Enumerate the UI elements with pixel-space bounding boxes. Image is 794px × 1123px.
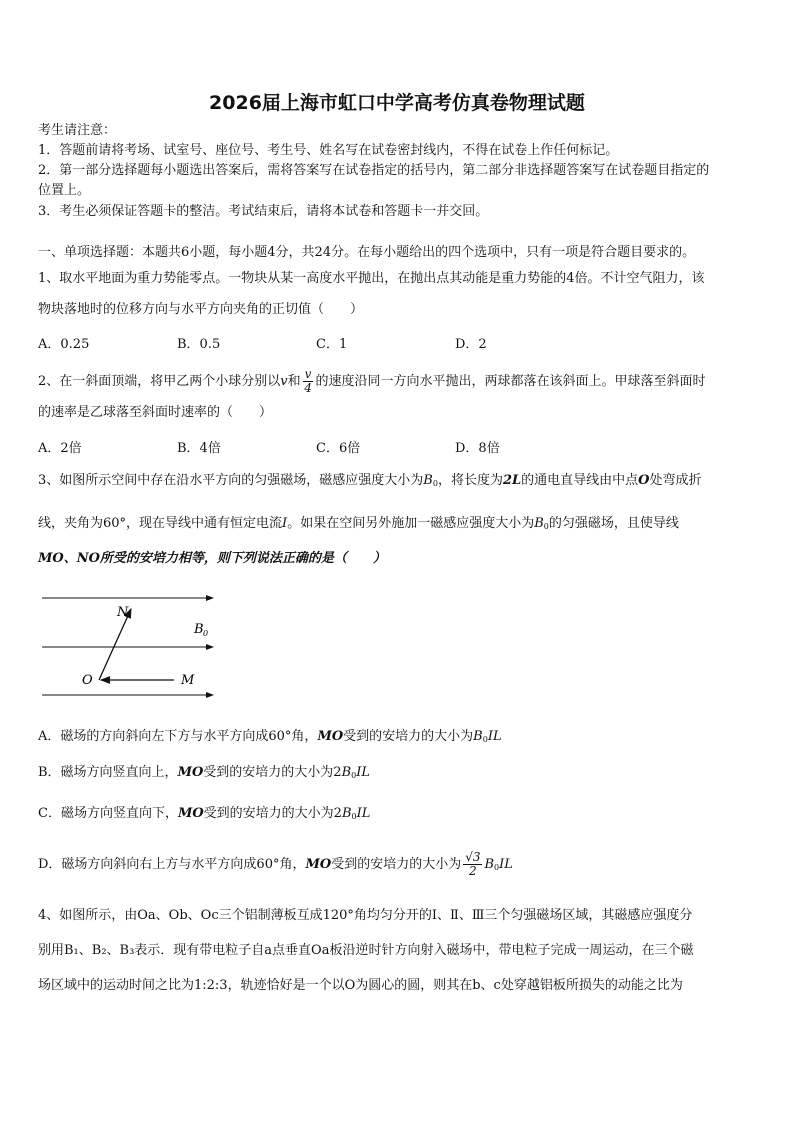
option: A．2倍 — [38, 441, 82, 456]
section-heading: 一、单项选择题：本题共6小题，每小题4分，共24分。在每小题给出的四个选项中，只有一项是符合题目要求的。 — [38, 245, 696, 260]
option: B．0.5 — [177, 337, 221, 352]
q3-line: MO、NO所受的安培力相等，则下列说法正确的是（ ） — [38, 551, 386, 566]
option: D．8倍 — [455, 441, 500, 456]
fraction: $\frac{√3}{2}$ — [465, 850, 481, 878]
q3-option-c: C．磁场方向竖直向下，MO受到的安培力的大小为$2B_0IL$ — [38, 806, 371, 821]
q1-line: 1、取水平地面为重力势能零点。一物块从某一高度水平抛出，在抛出点其动能是重力势能的4倍。不计空气阻力，该 — [38, 271, 705, 286]
q2-options — [38, 437, 594, 456]
q3-option-b: B．磁场方向竖直向上，MO受到的安培力的大小为$2B_0IL$ — [38, 765, 370, 780]
q1-line: 物块落地时的位移方向与水平方向夹角的正切值（ ） — [38, 302, 364, 317]
notice-item: 1．答题前请将考场、试室号、座位号、考生号、姓名写在试卷密封线内，不得在试卷上作任何标记。 — [38, 143, 619, 158]
q1-options — [38, 333, 594, 352]
notice-item: 3．考生必须保证答题卡的整洁。考试结束后，请将本试卷和答题卡一并交回。 — [38, 204, 489, 219]
q3-option-a: A．磁场的方向斜向左下方与水平方向成60°角，MO受到的安培力的大小为$B_0IL$ — [38, 729, 502, 744]
q2-line: 的速率是乙球落至斜面时速率的（ ） — [38, 405, 273, 420]
option: D．2 — [455, 337, 487, 352]
option: A．0.25 — [38, 337, 90, 352]
label-O: O — [82, 673, 93, 688]
notice-heading: 考生请注意： — [38, 123, 117, 138]
label-B0: B — [194, 622, 204, 637]
q4-line: 4、如图所示，由Oa、Ob、Oc三个铝制薄板互成120°角均匀分开的Ⅰ、Ⅱ、Ⅲ三个匀强磁场区域，其磁感应强度分 — [38, 908, 693, 923]
notice-item: 2．第一部分选择题每小题选出答案后，需将答案写在试卷指定的括号内，第二部分非选择题答案写在试卷题目指定的 — [38, 163, 710, 178]
label-B0-sub: 0 — [203, 629, 209, 638]
option: C．1 — [316, 337, 348, 352]
q3-line: 线，夹角为60°，现在导线中通有恒定电流I。如果在空间另外施加一磁感应强度大小为$B_0$的匀强磁场，且使导线 — [38, 516, 679, 531]
notice-item: 位置上。 — [38, 183, 91, 198]
magnetic-field-figure — [38, 588, 218, 700]
q4-line: 别用B₁、B₂、B₃表示．现有带电粒子自a点垂直Oa板沿逆时针方向射入磁场中，带电粒子完成一周运动，在三个磁 — [38, 943, 694, 958]
fraction: $\frac{v}{4}$ — [304, 367, 312, 395]
label-N: N — [117, 605, 129, 620]
q3-line: 3、如图所示空间中存在沿水平方向的匀强磁场，磁感应强度大小为$B_0$，将长度为2L的通电直导线由中点O处弯成折 — [38, 473, 702, 488]
option: B．4倍 — [177, 441, 221, 456]
q3-option-d: D．磁场方向斜向右上方与水平方向成60°角，MO受到的安培力的大小为 $\frac{√3}{2}$ $B_0IL$ — [38, 850, 513, 878]
q2-line: 2、在一斜面顶端，将甲乙两个小球分别以v和 $\frac{v}{4}$ 的速度沿同一方向水平抛出，两球都落在该斜面上。甲球落至斜面时 — [38, 367, 706, 395]
q4-line: 场区域中的运动时间之比为1:2:3，轨迹恰好是一个以O为圆心的圆，则其在b、c处穿越铝板所损失的动能之比为 — [38, 978, 683, 993]
option: C．6倍 — [316, 441, 361, 456]
label-M: M — [181, 673, 195, 688]
page-title: 2026届上海市虹口中学高考仿真卷物理试题 — [209, 92, 585, 114]
